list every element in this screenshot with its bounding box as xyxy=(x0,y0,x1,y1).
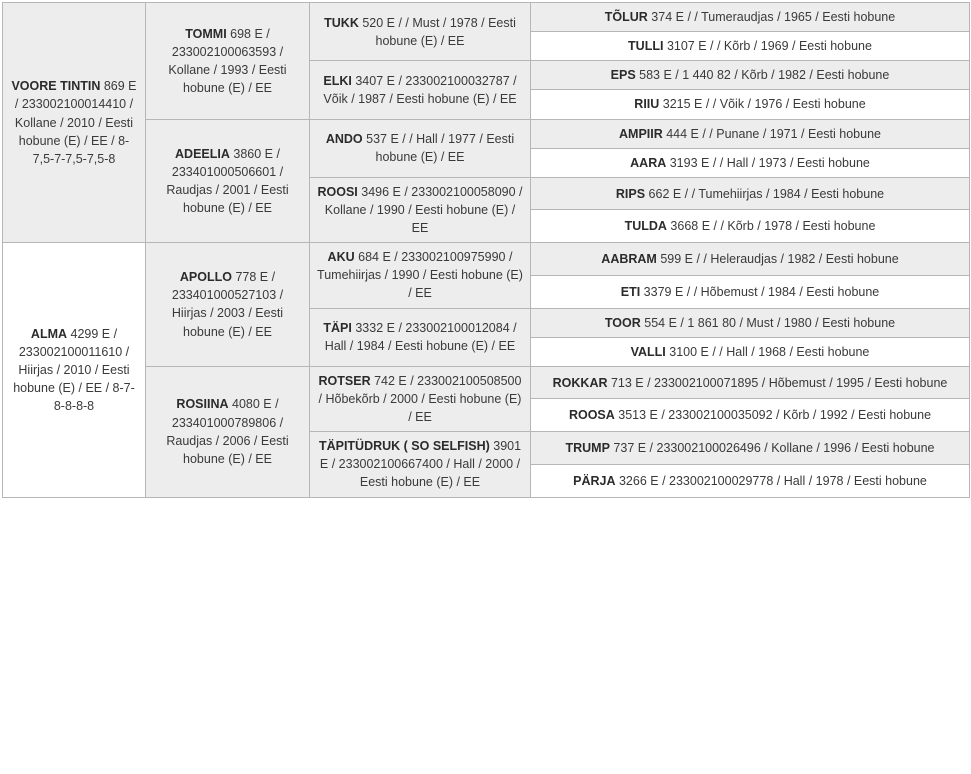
horse-details: 3193 E / / Hall / 1973 / Eesti hobune xyxy=(666,155,870,170)
horse-name: TOOR xyxy=(604,315,641,330)
gen4-cell-14 xyxy=(531,432,970,465)
horse-details: 737 E / 233002100026496 / Kollane / 1996 / Eesti hobune xyxy=(609,440,935,455)
horse-name: ROOSI xyxy=(317,184,358,199)
horse-name: AKU xyxy=(327,250,355,265)
horse-details: 3100 E / / Hall / 1968 / Eesti hobune xyxy=(665,344,870,359)
horse-details: 3379 E / / Hõbemust / 1984 / Eesti hobune xyxy=(640,284,880,299)
gen2-cell-3 xyxy=(146,366,310,497)
horse-name: APOLLO xyxy=(179,270,232,285)
horse-details: 444 E / / Punane / 1971 / Eesti hobune xyxy=(662,126,881,141)
horse-details: 4080 E / 233401000789806 / Raudjas / 2006 / Eesti hobune (E) / EE xyxy=(166,397,289,466)
gen4-cell-5 xyxy=(531,148,970,177)
horse-details: 554 E / 1 861 80 / Must / 1980 / Eesti hobune xyxy=(640,315,896,330)
horse-name: TOMMI xyxy=(185,26,227,41)
horse-name: TUKK xyxy=(324,15,359,30)
horse-details: 3332 E / 233002100012084 / Hall / 1984 / Eesti hobune (E) / EE xyxy=(324,321,517,354)
gen4-cell-9 xyxy=(531,275,970,308)
gen2-cell-1 xyxy=(146,119,310,243)
horse-details: 742 E / 233002100508500 / Hõbekõrb / 2000 / Eesti hobune (E) / EE xyxy=(318,373,522,424)
gen4-cell-15 xyxy=(531,464,970,497)
gen4-cell-0 xyxy=(531,3,970,32)
gen4-cell-11 xyxy=(531,337,970,366)
horse-name: PÄRJA xyxy=(573,473,616,488)
horse-name: ROSIINA xyxy=(176,397,229,412)
gen3-cell-3 xyxy=(310,177,531,242)
horse-name: TRUMP xyxy=(565,440,610,455)
horse-details: 698 E / 233002100063593 / Kollane / 1993 / Eesti hobune (E) / EE xyxy=(168,26,287,95)
horse-details: 583 E / 1 440 82 / Kõrb / 1982 / Eesti hobune xyxy=(635,68,890,83)
gen4-cell-1 xyxy=(531,32,970,61)
horse-name: ANDO xyxy=(325,132,363,146)
horse-details: 3407 E / 233002100032787 / Võik / 1987 / Eesti hobune (E) / EE xyxy=(323,73,517,106)
horse-details: 3901 E / 233002100667400 / Hall / 2000 / Eesti hobune (E) / EE xyxy=(319,439,522,490)
horse-details: 3266 E / 233002100029778 / Hall / 1978 / Eesti hobune xyxy=(615,473,927,488)
gen4-cell-12 xyxy=(531,366,970,399)
gen3-cell-7 xyxy=(310,432,531,497)
horse-details: 662 E / / Tumehiirjas / 1984 / Eesti hobune xyxy=(645,186,885,201)
horse-name: ROOSA xyxy=(568,408,615,423)
gen1-cell-1 xyxy=(3,243,146,497)
horse-name: ADEELIA xyxy=(175,146,230,161)
gen3-cell-0 xyxy=(310,3,531,61)
table-row xyxy=(3,366,970,399)
horse-name: RIPS xyxy=(615,186,646,201)
gen4-cell-10 xyxy=(531,308,970,337)
horse-name: AABRAM xyxy=(601,251,657,266)
horse-details: 778 E / 233401000527103 / Hiirjas / 2003 / Eesti hobune (E) / EE xyxy=(171,270,284,339)
horse-details: 3513 E / 233002100035092 / Kõrb / 1992 / Eesti hobune xyxy=(614,408,932,423)
horse-name: ELKI xyxy=(323,73,352,88)
gen3-cell-4 xyxy=(310,243,531,308)
gen4-cell-13 xyxy=(531,399,970,432)
horse-details: 3668 E / / Kõrb / 1978 / Eesti hobune xyxy=(666,219,876,234)
table-row xyxy=(3,119,970,148)
horse-details: 520 E / / Must / 1978 / Eesti hobune (E) / EE xyxy=(358,15,516,48)
gen4-cell-6 xyxy=(531,177,970,210)
horse-name: AMPIIR xyxy=(619,126,663,141)
horse-details: 713 E / 233002100071895 / Hõbemust / 1995 / Eesti hobune xyxy=(607,375,948,390)
horse-details: 684 E / 233002100975990 / Tumehiirjas / 1990 / Eesti hobune (E) / EE xyxy=(317,250,523,301)
horse-details: 869 E / 233002100014410 / Kollane / 2010 / Eesti hobune (E) / EE / 8-7,5-7-7,5-7,5-8 xyxy=(14,79,137,166)
horse-details: 374 E / / Tumeraudjas / 1965 / Eesti hobune xyxy=(647,10,896,24)
gen3-cell-6 xyxy=(310,366,531,431)
horse-name: ETI xyxy=(620,284,641,299)
horse-name: VOORE TINTIN xyxy=(11,79,101,94)
gen1-cell-0 xyxy=(3,3,146,243)
horse-details: 3860 E / 233401000506601 / Raudjas / 2001 / Eesti hobune (E) / EE xyxy=(166,146,289,215)
horse-name: TÕLUR xyxy=(604,10,648,24)
horse-name: ALMA xyxy=(30,326,68,341)
horse-details: 599 E / / Heleraudjas / 1982 / Eesti hobune xyxy=(656,251,899,266)
horse-details: 3215 E / / Võik / 1976 / Eesti hobune xyxy=(659,97,866,112)
horse-details: 3107 E / / Kõrb / 1969 / Eesti hobune xyxy=(663,39,872,54)
horse-name: TÄPI xyxy=(323,321,352,335)
horse-name: TULLI xyxy=(628,39,664,54)
gen4-cell-7 xyxy=(531,210,970,243)
gen4-cell-3 xyxy=(531,90,970,119)
horse-name: RIIU xyxy=(634,97,660,112)
gen3-cell-2 xyxy=(310,119,531,177)
gen4-cell-4 xyxy=(531,119,970,148)
horse-name: TÄPITÜDRUK ( SO SELFISH) xyxy=(318,439,490,454)
horse-details: 4299 E / 233002100011610 / Hiirjas / 2010 / Eesti hobune (E) / EE / 8-7-8-8-8-8 xyxy=(13,326,135,413)
table-row xyxy=(3,3,970,32)
horse-name: ROKKAR xyxy=(552,375,608,390)
horse-name: EPS xyxy=(610,68,636,83)
gen2-cell-0 xyxy=(146,3,310,120)
gen4-cell-8 xyxy=(531,243,970,276)
gen3-cell-1 xyxy=(310,61,531,119)
horse-name: TULDA xyxy=(624,219,667,234)
pedigree-table xyxy=(2,2,970,498)
gen3-cell-5 xyxy=(310,308,531,366)
horse-name: VALLI xyxy=(630,344,666,359)
horse-name: ROTSER xyxy=(318,373,371,388)
gen4-cell-2 xyxy=(531,61,970,90)
gen2-cell-2 xyxy=(146,243,310,367)
pedigree-body xyxy=(3,3,970,498)
horse-details: 537 E / / Hall / 1977 / Eesti hobune (E) / EE xyxy=(362,132,515,165)
horse-details: 3496 E / 233002100058090 / Kollane / 1990 / Eesti hobune (E) / EE xyxy=(324,184,523,235)
table-row xyxy=(3,243,970,276)
horse-name: AARA xyxy=(630,155,667,170)
